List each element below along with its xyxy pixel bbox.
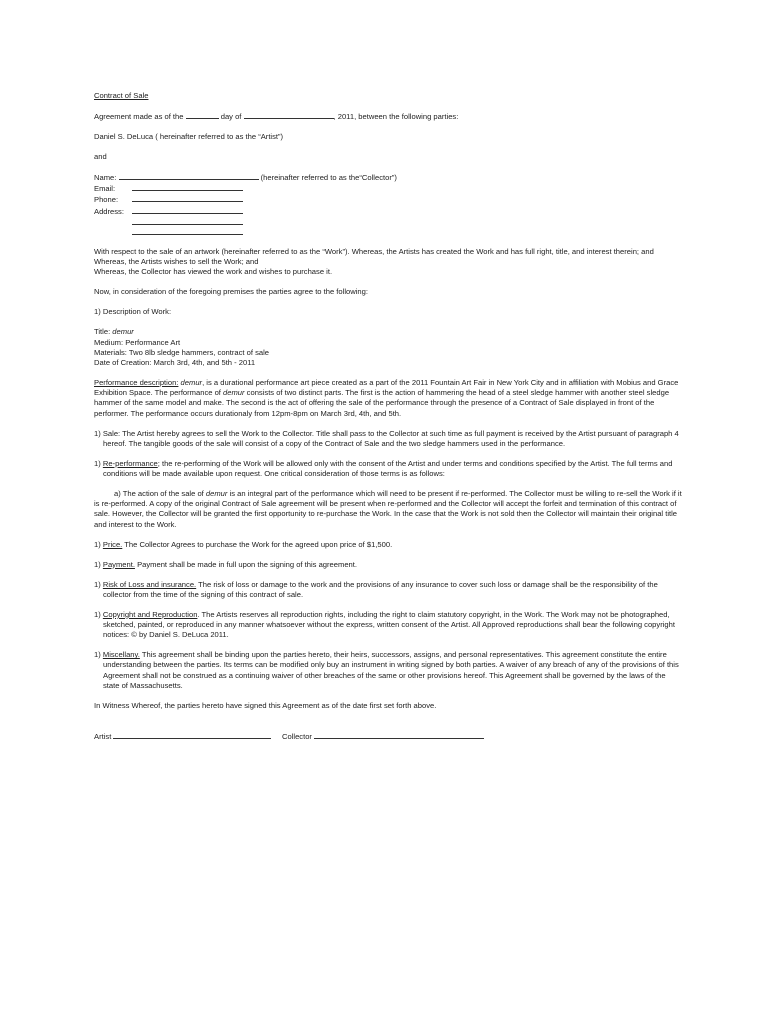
address-row-2 — [94, 217, 684, 227]
sale-clause: 1) Sale: The Artist hereby agrees to sell the Work to the Collector. Title shall pass to the Collector at such time as full payment is received by the Artist pursuant of paragraph 4 hereof. The tangible goods of the sale will consist of a copy of the Contract of Sale and the two sledge hammers used in the performance. — [94, 428, 679, 448]
work-title: demur — [112, 327, 134, 337]
day-blank[interactable] — [186, 111, 219, 119]
address-row-3 — [94, 227, 684, 237]
and-text: and — [94, 152, 107, 161]
risk-number: 1) — [94, 579, 103, 589]
name-suffix: (hereinafter referred to as the“Collector”) — [258, 173, 397, 182]
price-clause — [94, 540, 684, 550]
recitals — [94, 247, 684, 278]
intro-text-2: day of — [218, 112, 244, 121]
miscellany-clause — [94, 650, 684, 691]
document-title: Contract of Sale — [94, 91, 149, 100]
reperformance-heading: Re-performance — [102, 458, 158, 468]
email-label: Email: — [94, 184, 116, 194]
work-details — [94, 327, 684, 368]
address-blank-2[interactable] — [132, 217, 243, 225]
consideration-text: Now, in consideration of the foregoing premises the parties agree to the following: — [94, 287, 368, 297]
copyright-text: . The Artists reserves all reproduction rights, including the right to claim statutory copyright, in the Work. The Work may not be photographed, sketched, painted, or reproduced in any manner whatsoever without the express, written consent of the Artist. All Approved reproductions shall bear the following copyright notices: © by Daniel S. DeLuca 2011. — [103, 609, 675, 640]
risk-heading: Risk of Loss and insurance. — [102, 579, 197, 589]
artist-party: Daniel S. DeLuca ( hereinafter referred to as the “Artist”) — [94, 132, 284, 141]
email-row — [94, 183, 684, 194]
payment-heading: Payment. — [102, 559, 135, 569]
clause-a-text-1: a) The action of the sale of — [114, 489, 206, 499]
contract-body — [94, 91, 684, 742]
risk-clause — [94, 580, 684, 600]
artist-signature-label: Artist — [94, 732, 112, 742]
work-title-label: Title: — [94, 327, 113, 337]
copyright-number: 1) — [94, 609, 103, 619]
performance-text-b: consists of two distinct parts. The first is the action of hammering the head of a steel sledge hammer with another steel sledge hammer of the same model and make. The second is the act of offering the sale of the performance through the presence of a Contract of Sale displayed in front of the performer. The performance occurs durationaly from 12pm-8pm on March 3rd, 4th, and 5th. — [94, 388, 670, 418]
price-heading: Price. — [102, 539, 123, 549]
phone-label: Phone: — [94, 195, 119, 205]
phone-blank[interactable] — [132, 194, 243, 202]
email-blank[interactable] — [132, 183, 243, 191]
payment-text: Payment shall be made in full upon the signing of this agreement. — [134, 559, 357, 569]
address-blank-1[interactable] — [132, 206, 243, 214]
misc-number: 1) — [94, 650, 103, 660]
work-medium: Medium: Performance Art — [94, 337, 181, 347]
work-title-row — [94, 327, 684, 337]
artist-signature-blank[interactable] — [113, 731, 271, 739]
address-blank-3[interactable] — [132, 227, 243, 235]
intro-text-1: Agreement made as of the — [94, 112, 186, 121]
payment-number: 1) — [94, 559, 103, 569]
collector-signature-blank[interactable] — [314, 731, 484, 739]
copyright-clause — [94, 610, 684, 641]
performance-work-title: demur — [180, 378, 203, 387]
collector-signature-label: Collector — [282, 732, 312, 742]
intro-text-3: , 2011, between the following parties: — [333, 112, 459, 121]
price-text: The Collector Agrees to purchase the Work for the agreed upon price of $1,500. — [122, 539, 393, 549]
signature-line — [94, 731, 684, 742]
name-label: Name: — [94, 173, 117, 182]
address-label: Address: — [94, 206, 124, 216]
witness-text: In Witness Whereof, the parties hereto have signed this Agreement as of the date first set forth above. — [94, 700, 437, 710]
misc-heading: Miscellany. — [102, 650, 140, 660]
performance-text-a: , is a durational performance art piece created as a part of the 2011 Fountain Art Fair in New York City and in affiliation with Mobius and Grace Exhibition Space. The performance of — [94, 378, 679, 398]
reperformance-text: ; the re-performing of the Work will be allowed only with the consent of the Artist and under terms and conditions specified by the Artist. The full terms and conditions will be made available upon request. One critical consideration of those terms is as follows: — [103, 458, 673, 479]
price-number: 1) — [94, 539, 103, 549]
recital-line-2: Whereas, the Collector has viewed the work and wishes to purchase it. — [94, 267, 333, 277]
address-row — [94, 206, 684, 217]
collector-party-block — [94, 172, 684, 237]
performance-heading: Performance description: — [94, 378, 179, 387]
clause-a-text-2: is an integral part of the performance which will need to be present if re-performed. The Collector must be willing to re-sell the Work if it is re-performed. A copy of the original Contract of Sale agreement will be present when re-performed and the Collector will accept the forfeit and termination of this contract of sale. However, the Collector will be granted the first opportunity to re-purchase the Work. In the case that the Work is not sold then the Collector will maintain their original title and interest to the Work. — [94, 489, 682, 529]
name-row — [94, 172, 684, 183]
work-date: Date of Creation: March 3rd, 4th, and 5th - 2011 — [94, 358, 256, 367]
misc-text: This agreement shall be binding upon the parties hereto, their heirs, successors, assigns, and personal representatives. This agreement constitute the entire understanding between the parties. Its terms can be modified only buy an instrument in writing signed by both parties. A waiver of any breach of any of the provisions of this Agreement shall not be construed as a continuing waiver of other breaches of the same or other provisions hereof. This Agreement shall be governed by the laws of the state of Massachusetts. — [103, 650, 679, 690]
phone-row — [94, 194, 684, 205]
work-materials: Materials: Two 8lb sledge hammers, contract of sale — [94, 347, 270, 357]
copyright-heading: Copyright and Reproduction — [102, 609, 198, 619]
payment-clause — [94, 560, 684, 570]
risk-text: The risk of loss or damage to the work and the provisions of any insurance to cover such loss or damage shall be the responsibility of the collector from the time of the signing of this contract of sale. — [103, 579, 658, 599]
clause-a — [94, 489, 684, 530]
reperformance-clause — [94, 459, 684, 479]
description-heading: 1) Description of Work: — [94, 307, 172, 317]
name-blank[interactable] — [119, 172, 259, 180]
performance-description — [94, 378, 684, 419]
performance-work-title-2: demur — [223, 388, 245, 398]
month-blank[interactable] — [244, 111, 334, 119]
recital-line-1: With respect to the sale of an artwork (hereinafter referred to as the “Work”). Whereas, the Artists has created the Work and has full right, title, and interest therein; and Whereas, the Artists wishes to sell the Work; and — [94, 246, 654, 267]
intro-line — [94, 111, 684, 122]
clause-a-work-title: demur — [205, 489, 228, 499]
reperformance-number: 1) — [94, 458, 103, 468]
